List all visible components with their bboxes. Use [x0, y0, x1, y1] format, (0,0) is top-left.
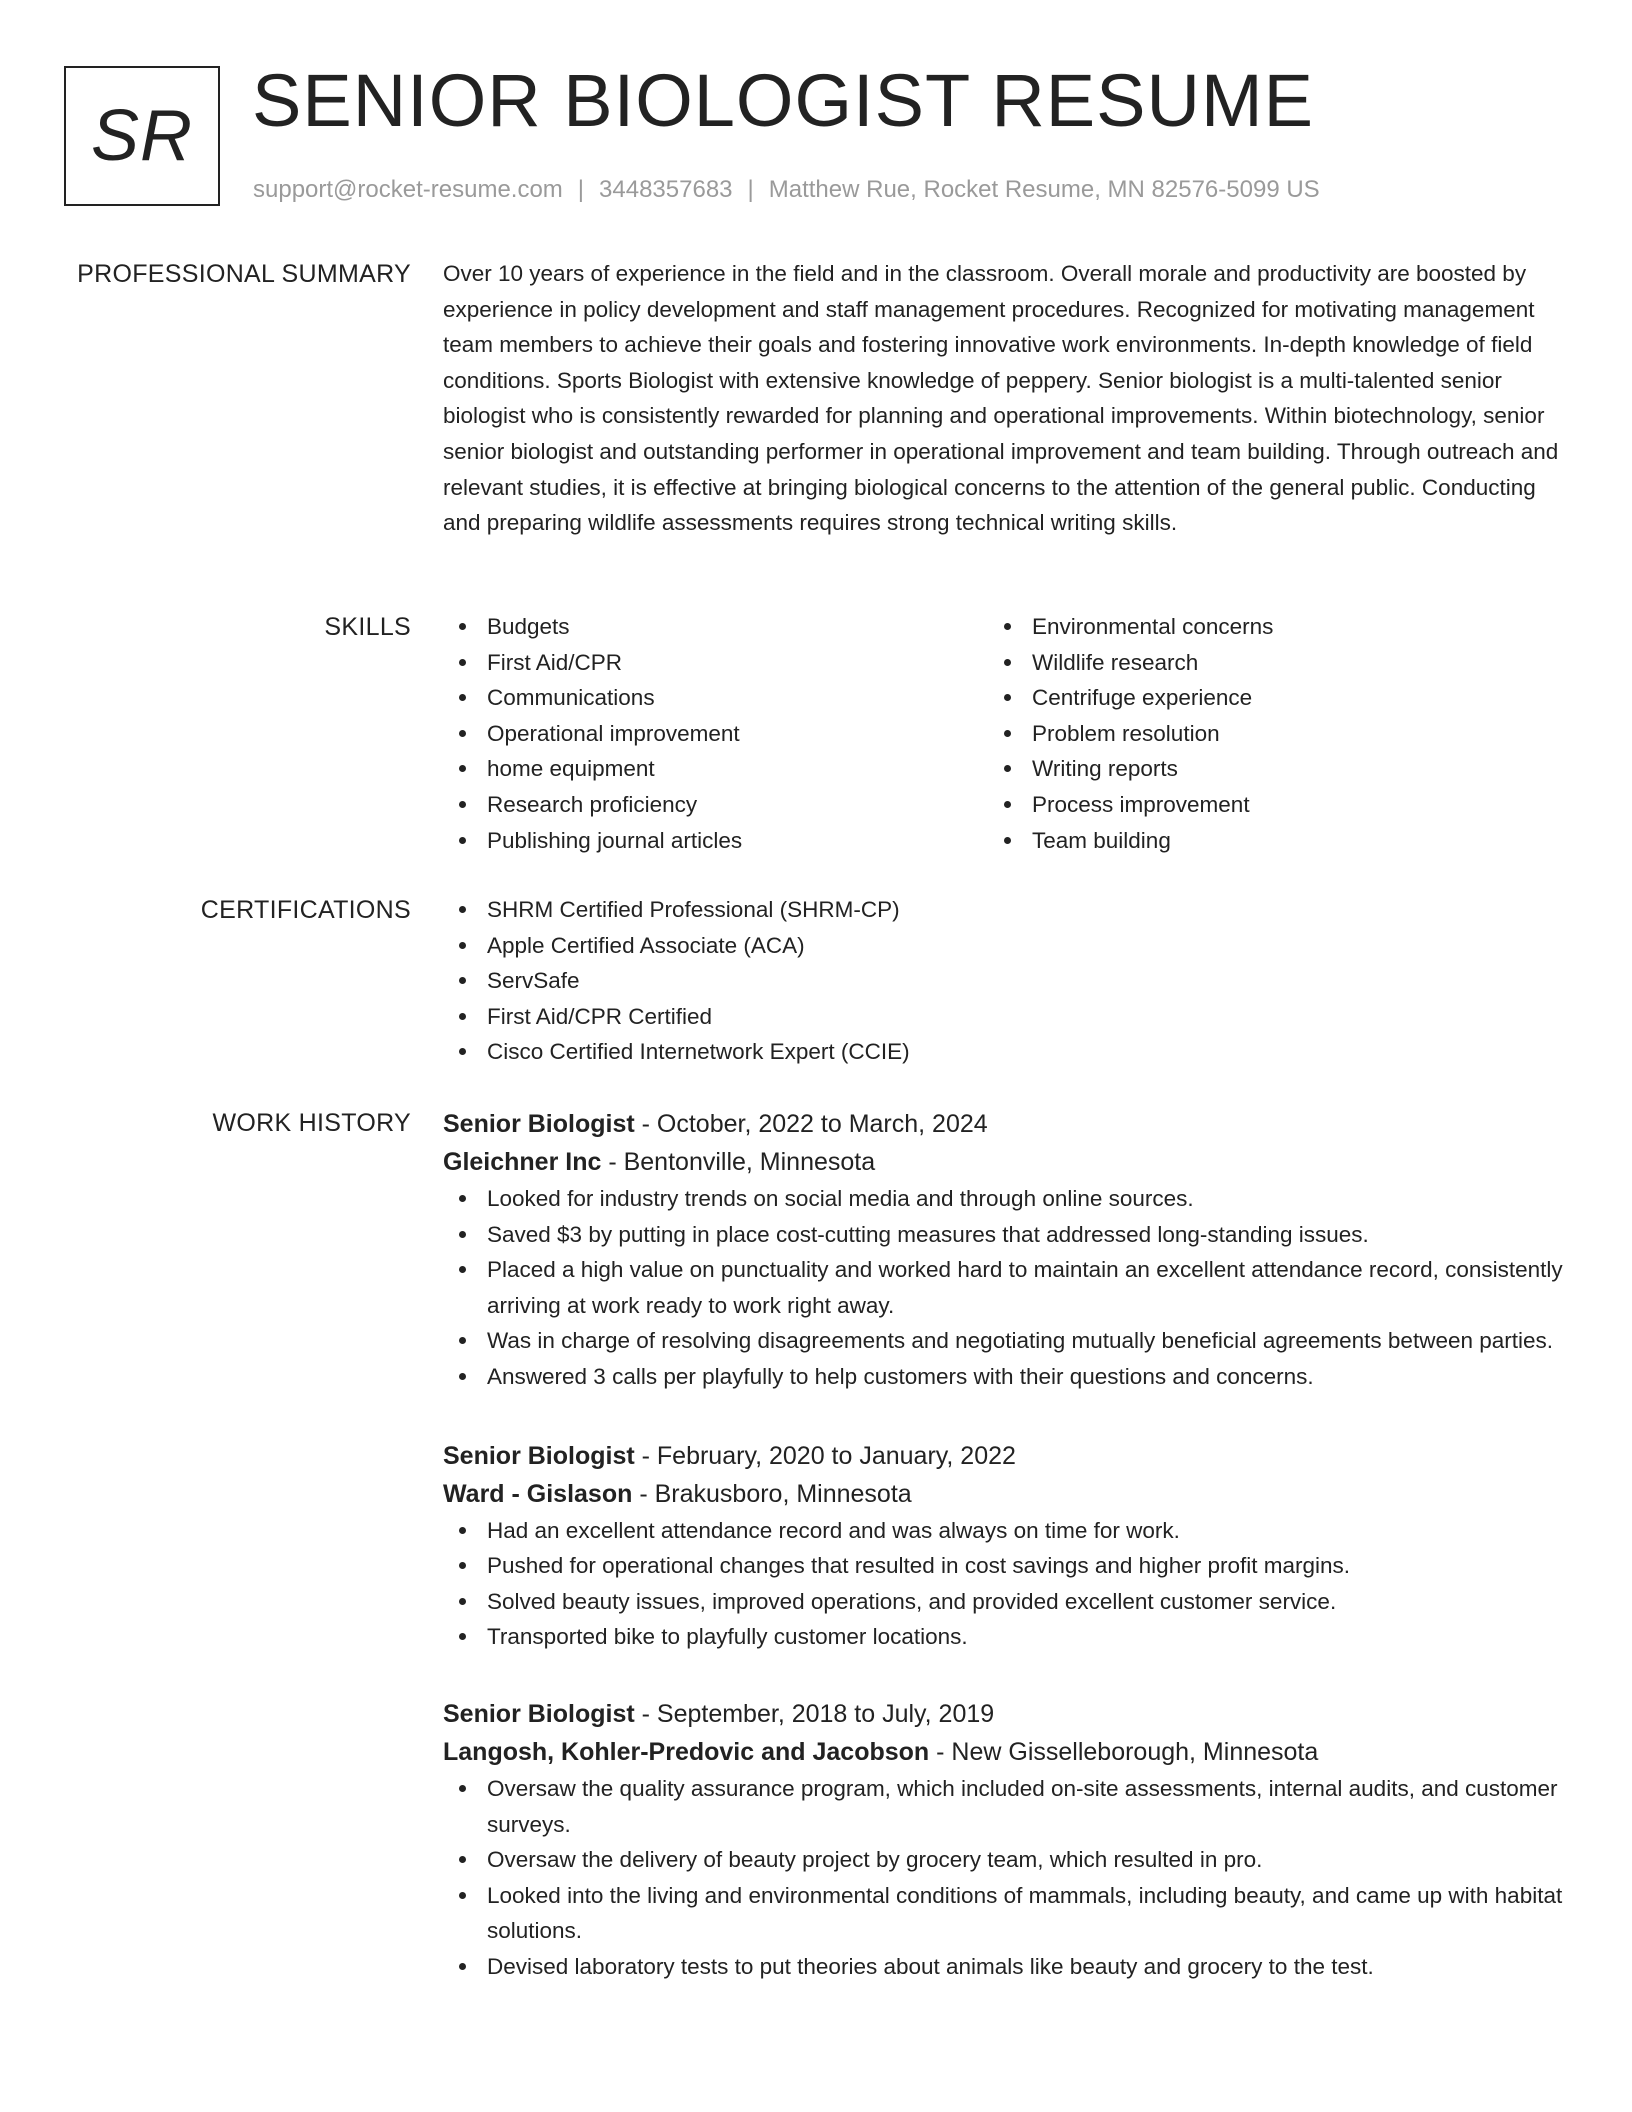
- job-title-line: [443, 1437, 1563, 1475]
- skill-item: Process improvement: [988, 787, 1533, 823]
- monogram-box: [64, 66, 220, 206]
- skills-body: [443, 609, 1563, 858]
- job-location: - New Gisselleborough, Minnesota: [929, 1737, 1319, 1766]
- skill-item: Team building: [988, 823, 1533, 859]
- section-label-summary: PROFESSIONAL SUMMARY: [77, 260, 411, 288]
- skill-item: Communications: [443, 680, 988, 716]
- job-dates: - February, 2020 to January, 2022: [634, 1441, 1016, 1470]
- job-company: Ward - Gislason: [443, 1479, 633, 1508]
- certifications-body: [443, 892, 1563, 1070]
- job-company: Langosh, Kohler-Predovic and Jacobson: [443, 1737, 930, 1766]
- job-bullet: Answered 3 calls per playfully to help customers with their questions and concerns.: [443, 1359, 1563, 1395]
- section-label-skills: SKILLS: [324, 613, 411, 641]
- job-title: Senior Biologist: [443, 1441, 635, 1470]
- certification-item: First Aid/CPR Certified: [443, 999, 1563, 1035]
- job-bullet: Transported bike to playfully customer locations.: [443, 1619, 1563, 1655]
- job-title-line: [443, 1695, 1563, 1733]
- summary-text: Over 10 years of experience in the field and in the classroom. Overall morale and productivity are boosted by experience in policy development and staff management procedures. Recognized for motivating management team members to achieve their goals and fostering innovative work environments. In-depth knowledge of field conditions. Sports Biologist with extensive knowledge of peppery. Senior biologist is a multi-talented senior biologist who is consistently rewarded for planning and operational improvements. Within biotechnology, senior senior biologist and outstanding performer in operational improvement and team building. Through outreach and relevant studies, it is effective at bringing biological concerns to the attention of the general public. Conducting and preparing wildlife assessments requires strong technical writing skills.: [443, 261, 1559, 536]
- contact-separator: |: [747, 176, 754, 203]
- certifications-list: [443, 892, 1563, 1070]
- job-bullet: Placed a high value on punctuality and worked hard to maintain an excellent attendance record, consistently arriving at work ready to work right away.: [443, 1252, 1563, 1323]
- section-label-work-history: WORK HISTORY: [212, 1109, 411, 1137]
- skill-item: Writing reports: [988, 751, 1533, 787]
- skill-item: Centrifuge experience: [988, 680, 1533, 716]
- skills-list-right: [988, 609, 1533, 858]
- certification-item: Apple Certified Associate (ACA): [443, 928, 1563, 964]
- contact-address: Matthew Rue, Rocket Resume, MN 82576-5099 US: [768, 176, 1320, 203]
- skill-item: Problem resolution: [988, 716, 1533, 752]
- job-bullet: Oversaw the delivery of beauty project by grocery team, which resulted in pro.: [443, 1842, 1563, 1878]
- job-bullet: Had an excellent attendance record and was always on time for work.: [443, 1513, 1563, 1549]
- certification-item: SHRM Certified Professional (SHRM-CP): [443, 892, 1563, 928]
- job-title: Senior Biologist: [443, 1110, 635, 1138]
- contact-email[interactable]: support@rocket-resume.com: [253, 176, 563, 203]
- contact-separator: |: [577, 176, 585, 203]
- job-company-line: [443, 1143, 1563, 1181]
- job-title-line: [443, 1105, 1563, 1143]
- skill-item: Publishing journal articles: [443, 823, 988, 859]
- job-bullet: Was in charge of resolving disagreements and negotiating mutually beneficial agreements between parties.: [443, 1323, 1563, 1359]
- certification-item: Cisco Certified Internetwork Expert (CCIE): [443, 1034, 1563, 1070]
- job-bullet: Saved $3 by putting in place cost-cutting measures that addressed long-standing issues.: [443, 1217, 1563, 1253]
- contact-phone[interactable]: 3448357683: [599, 176, 733, 203]
- resume-title: SENIOR BIOLOGIST RESUME: [252, 59, 1314, 142]
- job-bullet-list: [443, 1181, 1563, 1395]
- job-bullet-list: [443, 1513, 1563, 1655]
- job-dates: - September, 2018 to July, 2019: [634, 1699, 995, 1728]
- skills-list-left: [443, 609, 988, 858]
- job-bullet: Solved beauty issues, improved operations, and provided excellent customer service.: [443, 1584, 1563, 1620]
- job-entry: [443, 1105, 1563, 1395]
- job-bullet: Oversaw the quality assurance program, which included on-site assessments, internal audits, and customer surveys.: [443, 1771, 1563, 1842]
- job-title: Senior Biologist: [443, 1699, 635, 1728]
- job-location: - Bentonville, Minnesota: [601, 1148, 876, 1176]
- work-history-body: [443, 1105, 1563, 1985]
- job-location: - Brakusboro, Minnesota: [632, 1479, 912, 1508]
- skill-item: Research proficiency: [443, 787, 988, 823]
- job-dates: - October, 2022 to March, 2024: [634, 1110, 988, 1138]
- skill-item: Operational improvement: [443, 716, 988, 752]
- skill-item: Budgets: [443, 609, 988, 645]
- job-entry: [443, 1437, 1563, 1655]
- skill-item: Environmental concerns: [988, 609, 1533, 645]
- job-bullet: Looked for industry trends on social media and through online sources.: [443, 1181, 1563, 1217]
- monogram-initials: SR: [90, 96, 194, 176]
- skill-item: First Aid/CPR: [443, 645, 988, 681]
- job-bullet: Looked into the living and environmental conditions of mammals, including beauty, and came up with habitat solutions.: [443, 1878, 1563, 1949]
- skill-item: Wildlife research: [988, 645, 1533, 681]
- contact-line: [253, 172, 1320, 208]
- job-bullet: Pushed for operational changes that resulted in cost savings and higher profit margins.: [443, 1548, 1563, 1584]
- skill-item: home equipment: [443, 751, 988, 787]
- job-company: Gleichner Inc: [443, 1148, 602, 1176]
- job-bullet-list: [443, 1771, 1563, 1985]
- job-company-line: [443, 1475, 1563, 1513]
- section-label-certifications: CERTIFICATIONS: [200, 896, 411, 924]
- job-entry: [443, 1695, 1563, 1985]
- job-company-line: [443, 1733, 1563, 1771]
- skills-grid: [443, 609, 1563, 858]
- certification-item: ServSafe: [443, 963, 1563, 999]
- job-bullet: Devised laboratory tests to put theories about animals like beauty and grocery to the test.: [443, 1949, 1563, 1985]
- summary-body: [443, 256, 1563, 541]
